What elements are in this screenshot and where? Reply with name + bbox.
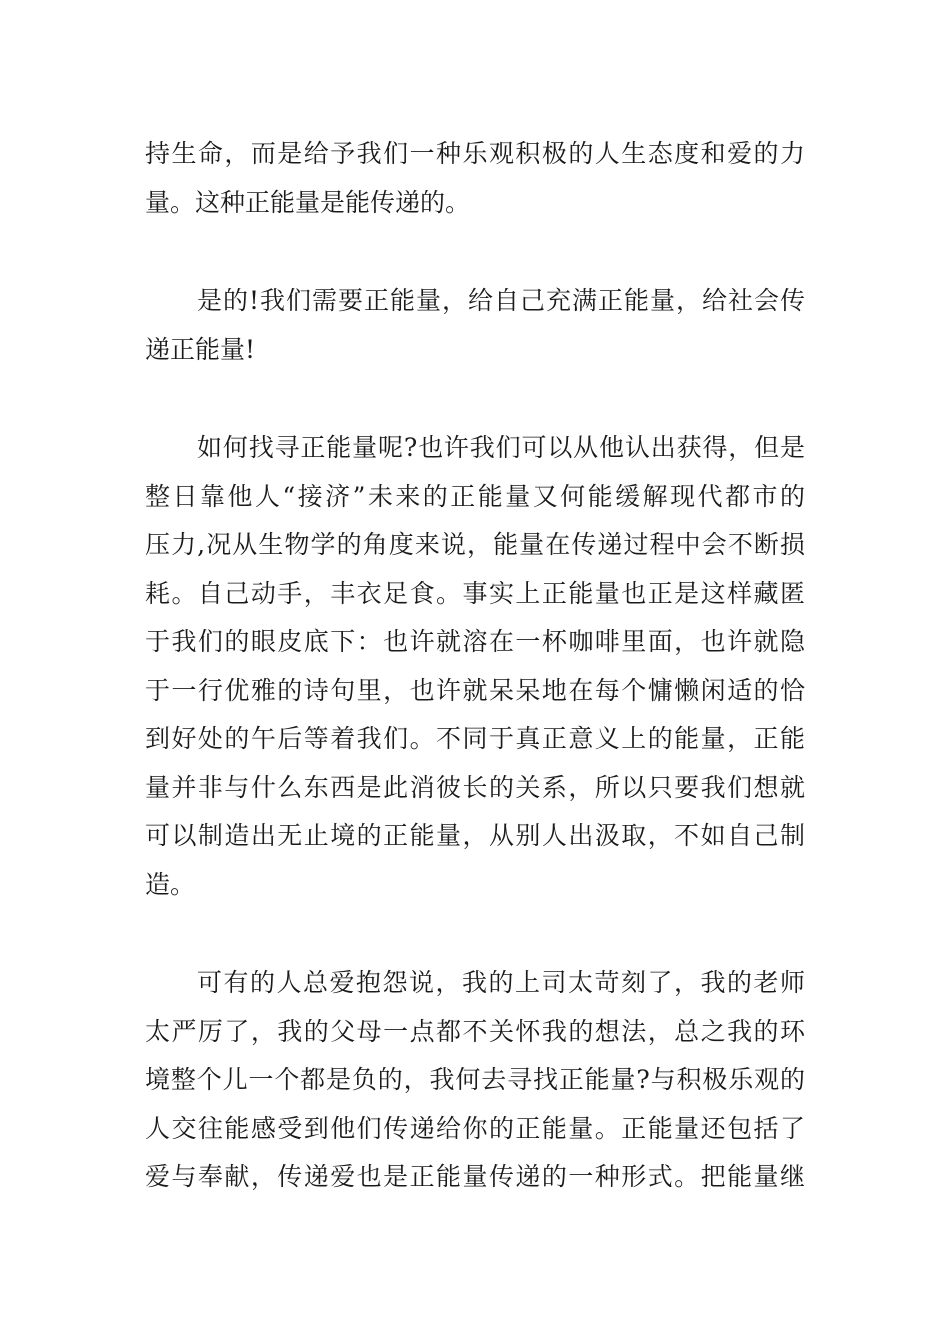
text-line: 耗。自己动手，丰衣足食。事实上正能量也正是这样藏匿 (145, 578, 805, 608)
paragraph-2 (145, 277, 805, 374)
paragraph-spacer (145, 227, 805, 277)
paragraph-spacer (145, 374, 805, 424)
text-line: 可有的人总爱抱怨说，我的上司太苛刻了，我的老师 (197, 968, 805, 997)
paragraph-3 (145, 424, 805, 909)
text-line: 是的!我们需要正能量，给自己充满正能量，给社会传 (197, 286, 805, 315)
text-line: 压力,况从生物学的角度来说，能量在传递过程中会不断损 (145, 530, 805, 559)
text-line: 整日靠他人“接济”未来的正能量又何能缓解现代都市的 (145, 481, 805, 511)
text-line: 于一行优雅的诗句里，也许就呆呆地在每个慵懒闲适的恰 (145, 675, 805, 705)
paragraph-4 (145, 959, 805, 1202)
text-line: 量。这种正能量是能传递的。 (145, 187, 471, 217)
text-line: 量并非与什么东西是此消彼长的关系，所以只要我们想就 (145, 772, 805, 802)
paragraph-1 (145, 130, 805, 227)
text-line: 到好处的午后等着我们。不同于真正意义上的能量，正能 (145, 724, 805, 753)
text-line: 境整个儿一个都是负的，我何去寻找正能量?与积极乐观的 (145, 1065, 805, 1094)
text-line: 递正能量! (145, 334, 256, 364)
text-line: 爱与奉献，传递爱也是正能量传递的一种形式。把能量继 (145, 1162, 805, 1191)
text-line: 可以制造出无止境的正能量，从别人出汲取，不如自己制 (145, 821, 805, 850)
text-line: 如何找寻正能量呢?也许我们可以从他认出获得，但是 (197, 433, 805, 462)
paragraph-spacer (145, 909, 805, 959)
text-line: 持生命，而是给予我们一种乐观积极的人生态度和爱的力 (145, 139, 805, 168)
document-body (145, 130, 805, 1202)
text-line: 于我们的眼皮底下：也许就溶在一杯咖啡里面，也许就隐 (145, 627, 805, 656)
text-line: 太严厉了，我的父母一点都不关怀我的想法，总之我的环 (145, 1016, 805, 1046)
text-line: 造。 (145, 869, 196, 899)
text-line: 人交往能感受到他们传递给你的正能量。正能量还包括了 (145, 1113, 805, 1143)
